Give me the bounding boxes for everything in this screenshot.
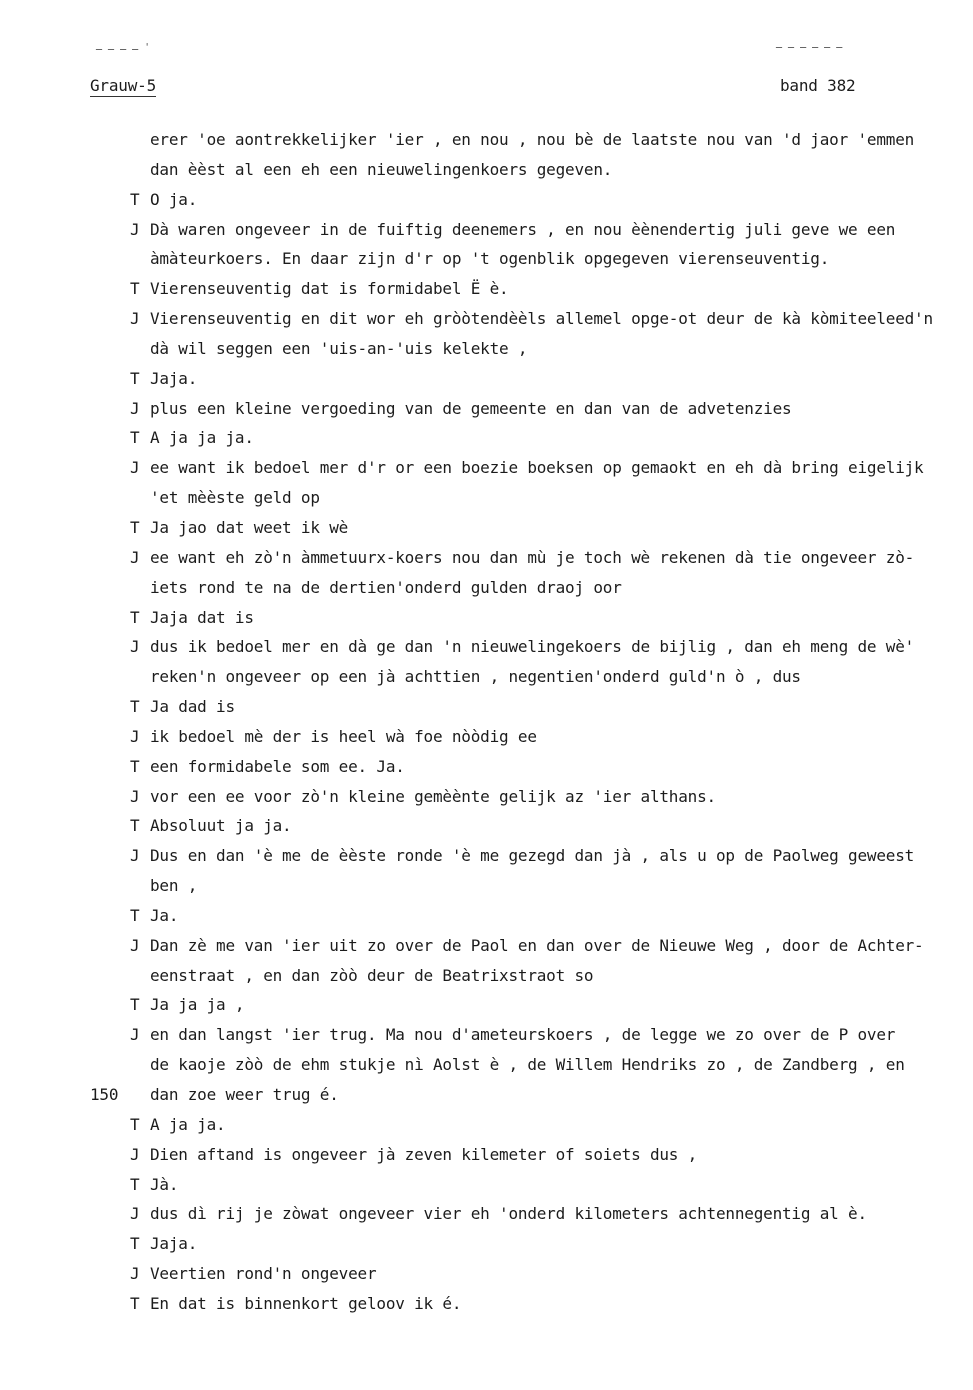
- speaker-label: T: [130, 816, 140, 836]
- utterance-text: ee want eh zò'n àmmetuurx-koers nou dan mù je toch wè rekenen dà tie ongeveer zò-: [150, 547, 915, 567]
- transcript-line: [130, 334, 972, 364]
- speaker-label: J: [130, 846, 140, 866]
- transcript-line: [90, 1080, 972, 1110]
- utterance-text: de kaoje zòò de ehm stukje nì Aolst è , de Willem Hendriks zo , de Zandberg , en: [150, 1055, 905, 1075]
- speaker-label: T: [130, 428, 140, 448]
- utterance-text: Ja dad is: [150, 697, 235, 717]
- utterance-text: Ja.: [150, 905, 179, 925]
- utterance-text: ee want ik bedoel mer d'r or een boezie boeksen op gemaokt en eh dà bring eigelijk: [150, 458, 924, 478]
- utterance-text: iets rond te na de dertien'onderd gulden draoj oor: [150, 577, 622, 597]
- speaker-label: T: [130, 1114, 140, 1134]
- transcript-line: [130, 782, 972, 812]
- speaker-label: T: [130, 279, 140, 299]
- transcript-line: [130, 304, 972, 334]
- utterance-text: Ja ja ja ,: [150, 995, 245, 1015]
- utterance-text: vor een ee voor zò'n kleine gemèènte gelijk az 'ier althans.: [150, 786, 716, 806]
- margin-scribble-left: ـ ـ ـ ـ ': [96, 42, 151, 53]
- utterance-text: Veertien rond'n ongeveer: [150, 1264, 377, 1284]
- speaker-label: J: [130, 786, 140, 806]
- transcript-line: [130, 961, 972, 991]
- margin-scribble-right: ـ ـ ـ ـ ـ ـ: [776, 40, 843, 51]
- speaker-label: J: [130, 726, 140, 746]
- utterance-text: Dien aftand is ongeveer jà zeven kilemeter of soiets dus ,: [150, 1144, 698, 1164]
- utterance-text: ben ,: [150, 876, 198, 896]
- transcript-line: [130, 1170, 972, 1200]
- utterance-text: Dà waren ongeveer in de fuiftig deenemers , en nou èènendertig juli geve we een: [150, 219, 896, 239]
- transcript-line: [130, 662, 972, 692]
- utterance-text: dà wil seggen een 'uis-an-'uis kelekte ,: [150, 338, 528, 358]
- utterance-text: àmàteurkoers. En daar zijn d'r op 't ogenblik opgegeven vierenseuventig.: [150, 249, 830, 269]
- transcript-line: [130, 423, 972, 453]
- speaker-label: J: [130, 637, 140, 657]
- transcript-line: [130, 394, 972, 424]
- transcript-line: [130, 185, 972, 215]
- speaker-label: T: [130, 607, 140, 627]
- transcript-line: [130, 1050, 972, 1080]
- speaker-label: J: [130, 935, 140, 955]
- utterance-text: Jaja.: [150, 1234, 198, 1254]
- utterance-text: Jà.: [150, 1174, 179, 1194]
- utterance-text: Vierenseuventig en dit wor eh gròòtendèèls allemel opge-ot deur de kà kòmiteeleed'n: [150, 309, 933, 329]
- speaker-label: J: [130, 1204, 140, 1224]
- speaker-label: J: [130, 398, 140, 418]
- transcript-line: [130, 1110, 972, 1140]
- transcript-line: [130, 125, 972, 155]
- transcript-line: [130, 513, 972, 543]
- utterance-text: Dus en dan 'è me de èèste ronde 'è me gezegd dan jà , als u op de Paolweg geweest: [150, 846, 915, 866]
- transcript-line: [130, 573, 972, 603]
- speaker-label: T: [130, 905, 140, 925]
- speaker-label: T: [130, 368, 140, 388]
- transcript-line: [130, 155, 972, 185]
- speaker-label: T: [130, 1293, 140, 1313]
- transcript-line: [130, 1020, 972, 1050]
- document-title: Grauw-5: [90, 76, 157, 95]
- utterance-text: Vierenseuventig dat is formidabel Ë è.: [150, 279, 509, 299]
- utterance-text: A ja ja.: [150, 1114, 226, 1134]
- utterance-text: O ja.: [150, 189, 198, 209]
- utterance-text: Absoluut ja ja.: [150, 816, 292, 836]
- utterance-text: plus een kleine vergoeding van de gemeente en dan van de advetenzies: [150, 398, 792, 418]
- transcript-line: [130, 1140, 972, 1170]
- transcript-line: [130, 364, 972, 394]
- utterance-text: Jaja dat is: [150, 607, 254, 627]
- transcript-line: [130, 811, 972, 841]
- speaker-label: T: [130, 189, 140, 209]
- speaker-label: J: [130, 309, 140, 329]
- speaker-label: T: [130, 697, 140, 717]
- utterance-text: eenstraat , en dan zòò deur de Beatrixstraot so: [150, 965, 594, 985]
- utterance-text: ik bedoel mè der is heel wà foe nòòdig ee: [150, 726, 537, 746]
- speaker-label: T: [130, 1174, 140, 1194]
- utterance-text: A ja ja ja.: [150, 428, 254, 448]
- transcript-line: [130, 692, 972, 722]
- speaker-label: J: [130, 1025, 140, 1045]
- transcript-line: [130, 752, 972, 782]
- utterance-text: Dan zè me van 'ier uit zo over de Paol en dan over de Nieuwe Weg , door de Achter-: [150, 935, 924, 955]
- utterance-text: dus ik bedoel mer en dà ge dan 'n nieuwelingekoers de bijlig , dan eh meng de wè': [150, 637, 915, 657]
- transcript-line: [130, 453, 972, 483]
- speaker-label: J: [130, 547, 140, 567]
- band-number: band 382: [780, 76, 856, 95]
- utterance-text: reken'n ongeveer op een jà achttien , negentien'onderd guld'n ò , dus: [150, 667, 801, 687]
- transcript-line: [130, 632, 972, 662]
- transcript-line: [130, 1199, 972, 1229]
- transcript-line: [130, 215, 972, 245]
- transcript-line: [130, 871, 972, 901]
- transcript-line: [130, 1259, 972, 1289]
- transcript-line: [130, 990, 972, 1020]
- speaker-label: J: [130, 1144, 140, 1164]
- speaker-label: J: [130, 1264, 140, 1284]
- transcript-line: [130, 841, 972, 871]
- line-number: 150: [90, 1085, 119, 1104]
- utterance-text: Jaja.: [150, 368, 198, 388]
- utterance-text: dan èèst al een eh een nieuwelingenkoers gegeven.: [150, 159, 613, 179]
- transcript-line: [130, 274, 972, 304]
- utterance-text: een formidabele som ee. Ja.: [150, 756, 405, 776]
- utterance-text: en dan langst 'ier trug. Ma nou d'ameteurskoers , de legge we zo over de P over: [150, 1025, 896, 1045]
- transcript-line: [130, 244, 972, 274]
- transcript-line: [130, 543, 972, 573]
- transcript-line: [130, 722, 972, 752]
- utterance-text: erer 'oe aontrekkelijker 'ier , en nou , nou bè de laatste nou van 'd jaor 'emmen: [150, 130, 915, 149]
- speaker-label: J: [130, 219, 140, 239]
- utterance-text: Ja jao dat weet ik wè: [150, 517, 349, 537]
- transcript-line: [130, 483, 972, 513]
- speaker-label: T: [130, 1234, 140, 1254]
- speaker-label: T: [130, 756, 140, 776]
- transcript-line: [130, 1229, 972, 1259]
- speaker-label: J: [130, 458, 140, 478]
- utterance-text: dan zoe weer trug é.: [150, 1085, 339, 1104]
- transcript-line: [130, 603, 972, 633]
- transcript-line: [130, 931, 972, 961]
- utterance-text: En dat is binnenkort geloov ik é.: [150, 1293, 462, 1313]
- speaker-label: T: [130, 995, 140, 1015]
- transcript-line: [130, 1289, 972, 1319]
- utterance-text: dus dì rij je zòwat ongeveer vier eh 'onderd kilometers achtennegentig al è.: [150, 1204, 867, 1224]
- speaker-label: T: [130, 517, 140, 537]
- utterance-text: 'et mèèste geld op: [150, 488, 320, 508]
- transcript-body: [90, 125, 972, 1319]
- transcript-line: [130, 901, 972, 931]
